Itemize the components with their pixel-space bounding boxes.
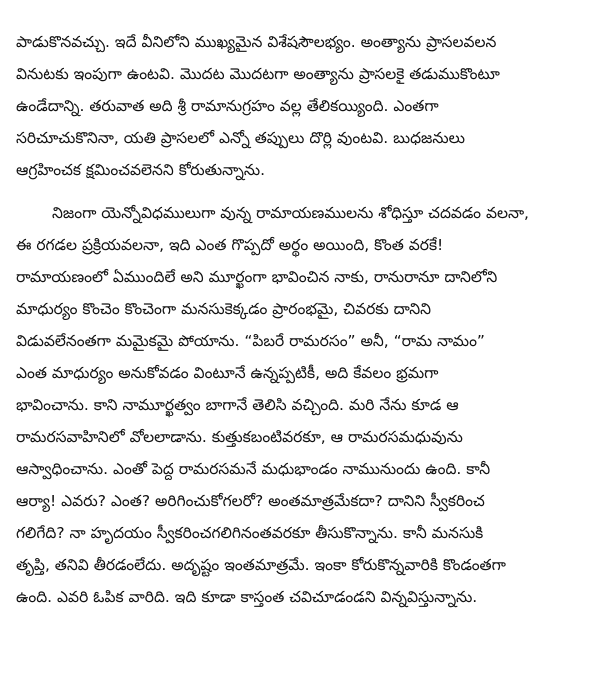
text-line: తృప్తి, తనివి తీరడంలేదు. అదృష్టం ఇంతమాత్రమే. ఇంకా కోరుకొన్నవారికి కొండంతగా bbox=[16, 556, 506, 574]
text-line: ఆర్యా! ఎవరు? ఎంత? అరిగించుకోగలరో? అంతమాత్రమేకదా? దానిని స్వీకరించ bbox=[16, 492, 485, 510]
text-line: విడువలేనంతగా మమైకమై పోయాను. “పిబరే రామరసం” అనీ, “రామ నామం” bbox=[16, 332, 485, 350]
paragraph-1 bbox=[16, 26, 586, 186]
document-page bbox=[16, 26, 586, 613]
text-line: పాడుకొనవచ్చు. ఇదే వీనిలోని ముఖ్యమైన విశేషసౌలభ్యం. అంత్యాను ప్రాసలవలన bbox=[16, 33, 497, 51]
text-line: సరిచూచుకొనినా, యతి ప్రాసలలో ఎన్నో తప్పులు దొర్లి వుంటవి. బుధజనులు bbox=[16, 129, 465, 147]
text-line: ఉంది. ఎవరి ఓపిక వారిది. ఇది కూడా కాస్తంత చవిచూడండని విన్నవిస్తున్నాను. bbox=[16, 588, 478, 606]
text-line: నిజంగా యెన్నోవిధములుగా వున్న రామాయణములను శోధిస్తూ చదవడం వలనా, bbox=[52, 204, 529, 222]
paragraph-2 bbox=[16, 197, 586, 613]
text-line: భావించాను. కాని నామూర్ఖత్వం బాగానే తెలిసి వచ్చింది. మరి నేను కూడ ఆ bbox=[16, 396, 459, 414]
text-line: ఆగ్రహించక క్షమించవలెనని కోరుతున్నాను. bbox=[16, 161, 266, 179]
text-line: మాధుర్యం కొంచెం కొంచెంగా మనసుకెక్కడం ప్రారంభమై, చివరకు దానిని bbox=[16, 300, 432, 318]
text-line: ఈ రగడల ప్రక్రియవలనా, ఇది ఎంత గొప్పదో అర్థం అయింది, కొంత వరకే! bbox=[16, 236, 444, 254]
text-line: ఎంత మాధుర్యం అనుకోవడం వింటూనే ఉన్నప్పటికీ, అది కేవలం భ్రమగా bbox=[16, 364, 439, 382]
text-line: ఆస్వాధించాను. ఎంతో పెద్ద రామరసమనే మధుభాండం నామునుందు ఉంది. కానీ bbox=[16, 460, 491, 478]
text-line: ఉండేదాన్ని. తరువాత అది శ్రీ రామానుగ్రహం వల్ల తేలికయ్యింది. ఎంతగా bbox=[16, 97, 439, 115]
text-line: వినుటకు ఇంపుగా ఉంటవి. మొదట మొదటగా అంత్యాను ప్రాసలకై తడుముకొంటూ bbox=[16, 65, 500, 83]
text-line: రామరసవాహినిలో వోలలాడాను. కుత్తుకబంటివరకూ, ఆ రామరసమధువును bbox=[16, 428, 463, 446]
text-line: రామాయణంలో ఏముందిలే అని మూర్ఖంగా భావించిన నాకు, రానురానూ దానిలోని bbox=[16, 268, 498, 286]
text-line: గలిగేది? నా హృదయం స్వీకరించగలిగినంతవరకూ తీసుకొన్నాను. కానీ మనసుకి bbox=[16, 524, 484, 542]
